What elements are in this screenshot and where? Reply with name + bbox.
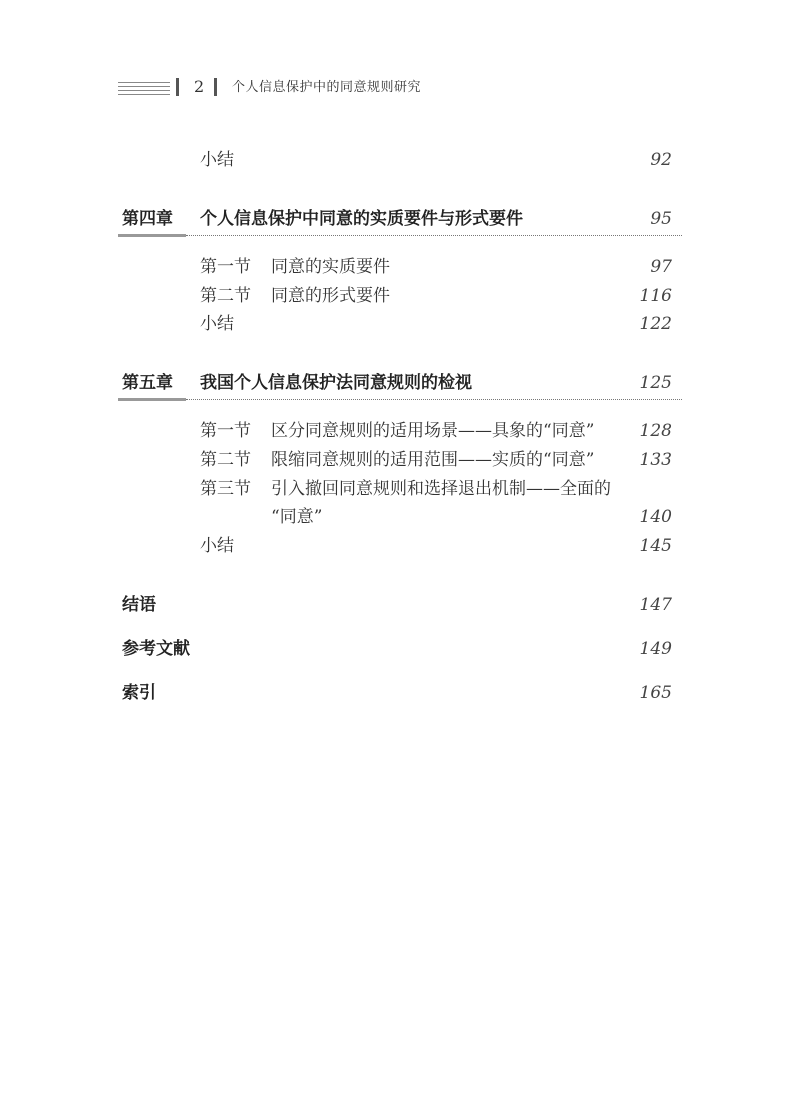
header-page-number: 2 <box>194 77 205 96</box>
toc-section-4-2[interactable]: 同意的形式要件 <box>271 286 390 306</box>
toc-section-5-3[interactable]: 引入撤回同意规则和选择退出机制——全面的 <box>271 479 611 499</box>
toc-section-label: 第二节 <box>200 286 251 306</box>
chapter-label: 第五章 <box>122 373 173 393</box>
toc-page-number: 116 <box>639 286 672 306</box>
toc-section-label: 第一节 <box>200 257 251 277</box>
toc-summary-ch3[interactable]: 小结 <box>200 150 234 170</box>
toc-section-label: 第一节 <box>200 421 251 441</box>
toc-page-number: 149 <box>639 639 672 659</box>
toc-page-number: 122 <box>639 314 672 334</box>
toc-section-5-1[interactable]: 区分同意规则的适用场景——具象的“同意” <box>271 421 595 441</box>
chapter-title: 我国个人信息保护法同意规则的检视 <box>200 373 472 393</box>
toc-page-number: 128 <box>639 421 672 441</box>
toc-page-number: 140 <box>639 507 672 527</box>
toc-section-label: 第三节 <box>200 479 251 499</box>
toc-chapter-4[interactable] <box>118 206 682 236</box>
toc-section-label: 第二节 <box>200 450 251 470</box>
toc-page-number: 165 <box>639 683 672 703</box>
toc-summary-ch5[interactable]: 小结 <box>200 536 234 556</box>
chapter-underline <box>118 398 186 401</box>
toc-chapter-5[interactable] <box>118 370 682 400</box>
toc-page-number: 133 <box>639 450 672 470</box>
header-separator-bar <box>214 78 217 96</box>
header-separator-bar <box>176 78 179 96</box>
toc-section-4-1[interactable]: 同意的实质要件 <box>271 257 390 277</box>
toc-index[interactable]: 索引 <box>122 683 156 703</box>
toc-references[interactable]: 参考文献 <box>122 639 190 659</box>
chapter-underline <box>118 234 186 237</box>
toc-section-5-3-continued[interactable]: “同意” <box>271 507 323 527</box>
toc-page-number: 97 <box>650 257 672 277</box>
header-rule-lines <box>118 82 170 98</box>
chapter-label: 第四章 <box>122 209 173 229</box>
dotted-leader <box>186 399 682 400</box>
toc-page-number: 95 <box>650 209 672 229</box>
header-book-title: 个人信息保护中的同意规则研究 <box>232 80 422 95</box>
toc-summary-ch4[interactable]: 小结 <box>200 314 234 334</box>
toc-page-number: 145 <box>639 536 672 556</box>
toc-page-number: 147 <box>639 595 672 615</box>
toc-section-5-2[interactable]: 限缩同意规则的适用范围——实质的“同意” <box>271 450 595 470</box>
toc-conclusion[interactable]: 结语 <box>122 595 156 615</box>
toc-page-number: 125 <box>639 373 672 393</box>
dotted-leader <box>186 235 682 236</box>
toc-page-number: 92 <box>650 150 672 170</box>
chapter-title: 个人信息保护中同意的实质要件与形式要件 <box>200 209 523 229</box>
running-header <box>118 76 718 100</box>
